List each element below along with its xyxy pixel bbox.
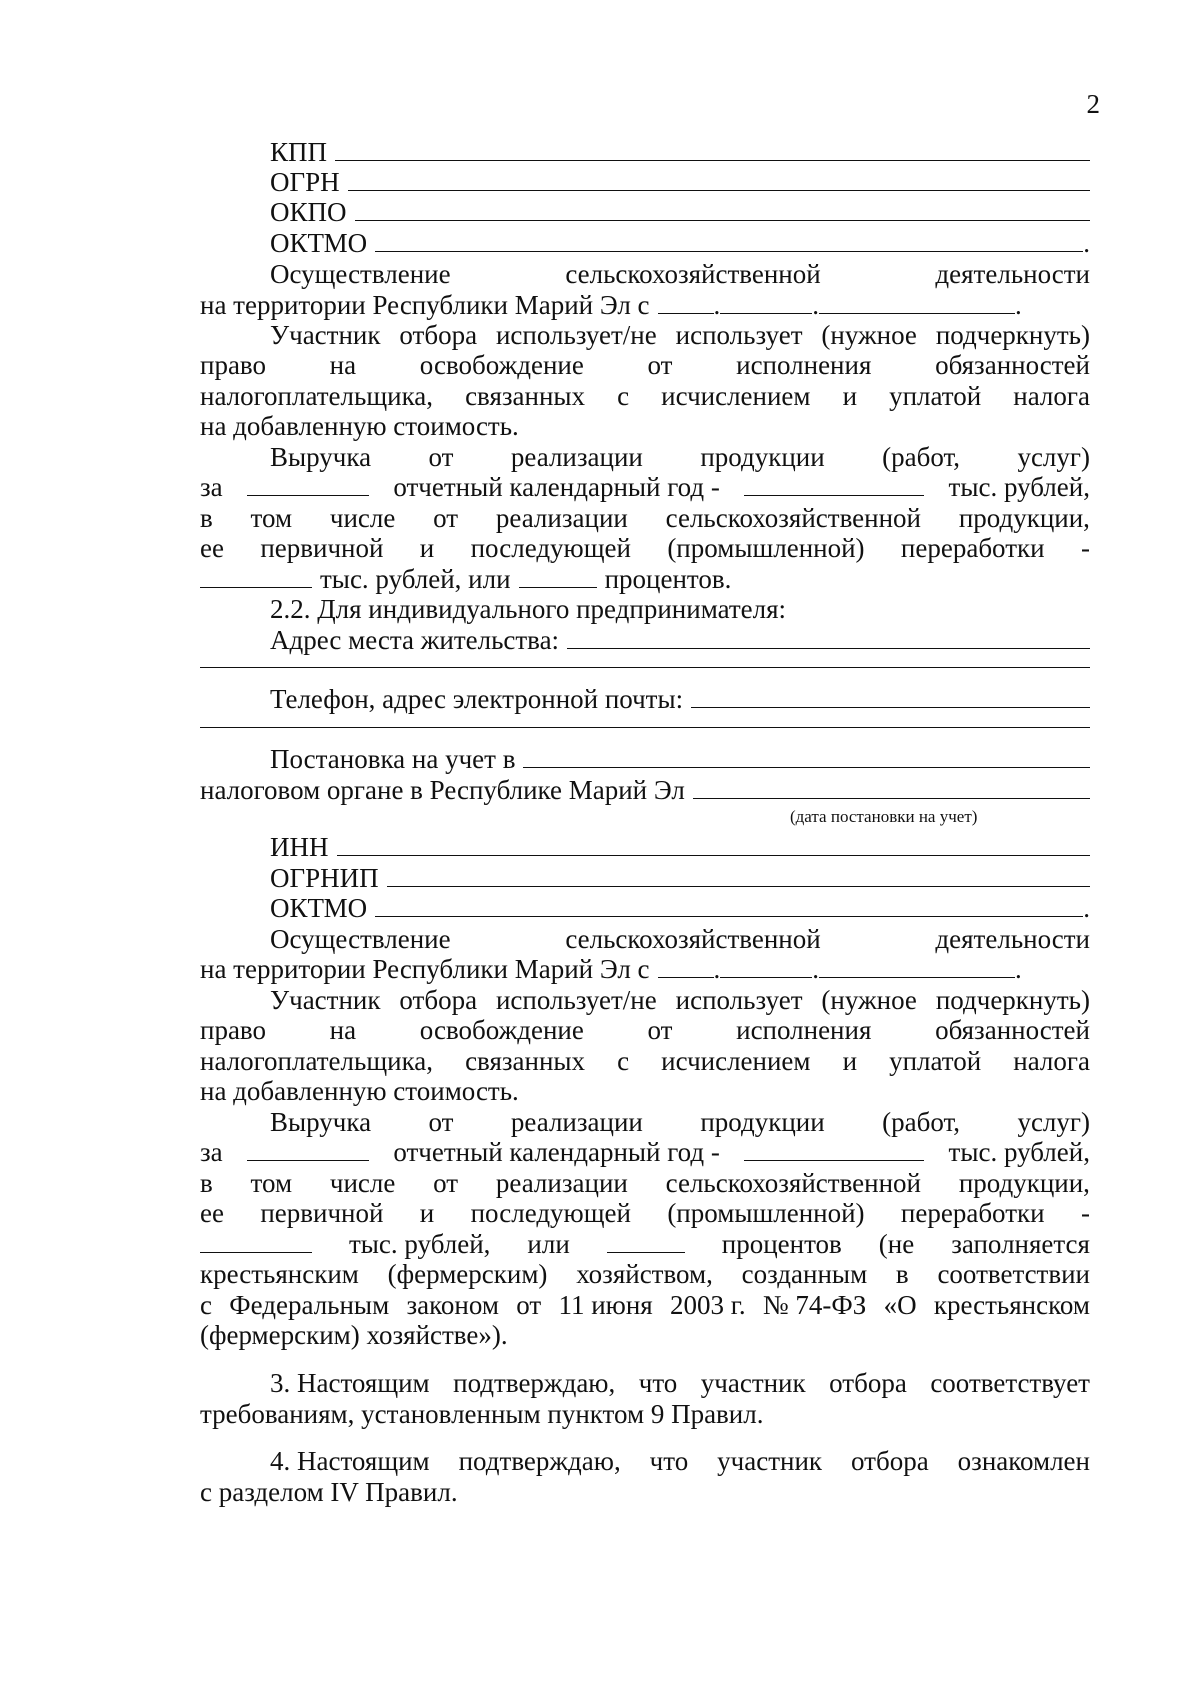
registration-date-caption: (дата постановки на учет) (790, 807, 978, 826)
clause-3-line (270, 1367, 1090, 1400)
oktmo-label: ОКТМО (270, 893, 368, 923)
date-month-field[interactable] (720, 953, 812, 978)
text-word: процентов. (604, 564, 732, 594)
text-word: Участник (270, 985, 381, 1015)
registration-date-input-line[interactable] (693, 774, 1090, 799)
percent-field[interactable] (519, 563, 597, 588)
contact-label: Телефон, адрес электронной почты: (270, 684, 684, 714)
text-word: Выручка (270, 442, 372, 472)
text-word: крестьянским (200, 1259, 359, 1289)
text-word: и (842, 381, 858, 411)
text-word: переработки (900, 533, 1045, 563)
vat-paragraph-line: на добавленную стоимость. (200, 411, 519, 441)
text-word: сельскохозяйственной (665, 503, 922, 533)
text-word: в (895, 1259, 909, 1289)
text-word: Выручка (270, 1107, 372, 1137)
text-word: последующей (470, 1198, 631, 1228)
contact-input-line-2[interactable] (200, 727, 1090, 728)
date-year-field[interactable] (819, 289, 1015, 314)
text-word: от (428, 1107, 454, 1137)
vat-paragraph-line (200, 349, 1090, 382)
ogrn-input-line[interactable] (348, 166, 1090, 191)
kpp-input-line[interactable] (335, 136, 1090, 161)
territory-label: на территории Республики Марий Эл с (200, 290, 650, 320)
revenue-paragraph-line (200, 1258, 1090, 1291)
text-word: сельскохозяйственной (665, 1168, 922, 1198)
address-label: Адрес места жительства: (270, 625, 560, 655)
ogrnip-input-line[interactable] (387, 862, 1090, 887)
text-word: исполнения (736, 1015, 872, 1045)
territory-date-line: на территории Республики Марий Эл с . . . (200, 954, 1022, 984)
text-word: соответствии (937, 1259, 1090, 1289)
year-field[interactable] (247, 471, 369, 496)
clause-4-line: с разделом IV Правил. (200, 1477, 458, 1507)
text-word: отбора (851, 1446, 929, 1476)
text-word: налога (1013, 381, 1090, 411)
vat-paragraph-line (270, 984, 1090, 1017)
date-day-field[interactable] (658, 289, 714, 314)
text-word: 11 июня (558, 1290, 653, 1320)
date-month-field[interactable] (720, 289, 812, 314)
text-word: процентов (721, 1229, 842, 1259)
text-word: числе (329, 1168, 396, 1198)
text-word: хозяйством, (576, 1259, 713, 1289)
text-word: числе (329, 503, 396, 533)
text-word: (нужное (821, 985, 917, 1015)
contact-field (270, 683, 1090, 716)
text-word: созданным (741, 1259, 868, 1289)
oktmo-label: ОКТМО (270, 228, 368, 258)
oktmo-input-line[interactable] (375, 227, 1083, 252)
text-word: или (527, 1229, 570, 1259)
vat-paragraph-line (270, 319, 1090, 352)
section-heading: 2.2. Для индивидуального предпринимателя: (270, 594, 787, 624)
revenue-paragraph-line (200, 502, 1090, 535)
text-word: законом (406, 1290, 499, 1320)
revenue-amount-field[interactable] (744, 471, 924, 496)
text-word: (фермерским) (387, 1259, 548, 1289)
page-number: 2 (1086, 89, 1100, 119)
percent-field[interactable] (607, 1228, 685, 1253)
activity-line (270, 923, 1090, 956)
text-word: отбора (399, 985, 478, 1015)
text-word: за (200, 1137, 223, 1167)
text-word: реализации (510, 442, 643, 472)
text-word: участник (700, 1368, 806, 1398)
text-word: «О (883, 1290, 917, 1320)
revenue-amount-field[interactable] (744, 1136, 924, 1161)
agri-revenue-field[interactable] (200, 563, 312, 588)
vat-paragraph-line (200, 1014, 1090, 1047)
text-word: 4. Настоящим (270, 1446, 430, 1476)
text-word: деятельности (935, 924, 1090, 954)
text-word: и (842, 1046, 858, 1076)
text-word: реализации (495, 1168, 628, 1198)
text-word: № 74-ФЗ (762, 1290, 867, 1320)
revenue-year-line (200, 1136, 1090, 1169)
address-input-line[interactable] (567, 624, 1090, 649)
text-word: с (617, 381, 630, 411)
ogrnip-label: ОГРНИП (270, 863, 379, 893)
text-word: (нужное (821, 320, 917, 350)
text-word: на (329, 350, 357, 380)
kpp-field (270, 136, 1090, 169)
okpo-label: ОКПО (270, 197, 347, 227)
territory-label: на территории Республики Марий Эл с (200, 954, 650, 984)
activity-line (270, 258, 1090, 291)
text-word: продукции (700, 1107, 825, 1137)
text-word: подчеркнуть) (935, 320, 1090, 350)
agri-revenue-field[interactable] (200, 1228, 312, 1253)
text-word: с (200, 1290, 212, 1320)
okpo-input-line[interactable] (355, 196, 1090, 221)
text-word: в (200, 1168, 213, 1198)
text-word: отчетный календарный год - (393, 1137, 720, 1167)
year-field[interactable] (247, 1136, 369, 1161)
text-word: на (329, 1015, 357, 1045)
address-field (270, 624, 1090, 657)
text-word: подтверждаю, (453, 1368, 616, 1398)
ogrn-field (270, 166, 1090, 199)
revenue-paragraph-line (200, 532, 1090, 565)
tax-authority-label: налоговом органе в Республике Марий Эл (200, 775, 685, 805)
text-word: и (419, 1198, 435, 1228)
text-word: исчислением (661, 381, 811, 411)
text-word: подчеркнуть) (935, 985, 1090, 1015)
text-word: соответствует (930, 1368, 1090, 1398)
text-word: - (1080, 533, 1090, 563)
inn-label: ИНН (270, 832, 329, 862)
registration-input-line[interactable] (523, 743, 1090, 768)
text-word: обязанностей (935, 350, 1090, 380)
text-word: использует (675, 320, 803, 350)
text-word: право (200, 350, 266, 380)
text-word: услуг) (1017, 442, 1090, 472)
text-word: исчислением (661, 1046, 811, 1076)
text-word: ее (200, 1198, 224, 1228)
text-word: от (433, 1168, 459, 1198)
text-word: с (617, 1046, 630, 1076)
revenue-paragraph-line (270, 1106, 1090, 1139)
text-word: первичной (260, 533, 384, 563)
text-word: сельскохозяйственной (565, 259, 821, 289)
revenue-paragraph-line (200, 1197, 1090, 1230)
text-word: (промышленной) (667, 1198, 865, 1228)
text-word: продукции (700, 442, 825, 472)
text-word: Осуществление (270, 259, 451, 289)
text-word: использует/не (495, 985, 657, 1015)
oktmo-field: ОКТМО . (270, 228, 1090, 258)
registration-label: Постановка на учет в (270, 744, 516, 774)
text-word: от (647, 350, 673, 380)
revenue-paragraph-line: (фермерским) хозяйстве»). (200, 1320, 508, 1350)
text-word: налога (1013, 1046, 1090, 1076)
okpo-field (270, 196, 1090, 229)
text-word: отбора (399, 320, 478, 350)
text-word: Федеральным (229, 1290, 390, 1320)
oktmo-input-line[interactable] (375, 892, 1083, 917)
text-word: (промышленной) (667, 533, 865, 563)
revenue-paragraph-line (270, 441, 1090, 474)
date-year-field[interactable] (819, 953, 1015, 978)
territory-date-line: на территории Республики Марий Эл с . . . (200, 290, 1022, 320)
text-word: связанных (465, 1046, 586, 1076)
text-word: - (1080, 1198, 1090, 1228)
text-word: (работ, (882, 1107, 961, 1137)
text-word: ее (200, 533, 224, 563)
text-word: 3. Настоящим (270, 1368, 430, 1398)
text-word: (не (878, 1229, 915, 1259)
tax-authority-field (200, 774, 1090, 807)
text-word: за (200, 472, 223, 502)
text-word: тыс. рублей, (348, 1229, 491, 1259)
text-word: том (250, 503, 293, 533)
text-word: освобождение (419, 350, 584, 380)
text-word: том (250, 1168, 293, 1198)
text-word: от (647, 1015, 673, 1045)
text-word: от (516, 1290, 542, 1320)
text-word: продукции, (958, 1168, 1090, 1198)
text-word: первичной (260, 1198, 384, 1228)
text-word: участник (717, 1446, 823, 1476)
text-word: что (649, 1446, 689, 1476)
text-word: исполнения (736, 350, 872, 380)
text-word: переработки (900, 1198, 1045, 1228)
text-word: использует (675, 985, 803, 1015)
revenue-share-line (200, 1228, 1090, 1261)
text-word: обязанностей (935, 1015, 1090, 1045)
ogrnip-field (270, 862, 1090, 895)
text-word: ознакомлен (957, 1446, 1090, 1476)
text-word: что (638, 1368, 678, 1398)
date-day-field[interactable] (658, 953, 714, 978)
text-word: крестьянском (933, 1290, 1090, 1320)
inn-field (270, 831, 1090, 864)
clause-3-line: требованиям, установленным пунктом 9 Правил. (200, 1399, 764, 1429)
text-word: в (200, 503, 213, 533)
revenue-paragraph-line (200, 1289, 1090, 1322)
text-word: уплатой (889, 1046, 982, 1076)
text-word: тыс. рублей, (948, 472, 1090, 502)
vat-paragraph-line (200, 380, 1090, 413)
text-word: Осуществление (270, 924, 451, 954)
text-word: отчетный календарный год - (393, 472, 720, 502)
text-word: тыс. рублей, (948, 1137, 1090, 1167)
revenue-share-line (200, 563, 1090, 596)
text-word: использует/не (495, 320, 657, 350)
text-word: от (428, 442, 454, 472)
text-word: отбора (829, 1368, 907, 1398)
text-word: от (433, 503, 459, 533)
text-word: реализации (495, 503, 628, 533)
text-word: сельскохозяйственной (565, 924, 821, 954)
ogrn-label: ОГРН (270, 167, 340, 197)
text-word: связанных (465, 381, 586, 411)
contact-input-line[interactable] (691, 683, 1090, 708)
clause-4-line (270, 1445, 1090, 1478)
text-word: заполняется (951, 1229, 1090, 1259)
vat-paragraph-line: на добавленную стоимость. (200, 1076, 519, 1106)
revenue-year-line (200, 471, 1090, 504)
revenue-paragraph-line (200, 1167, 1090, 1200)
text-word: налогоплательщика, (200, 1046, 434, 1076)
text-word: уплатой (889, 381, 982, 411)
text-word: последующей (470, 533, 631, 563)
kpp-label: КПП (270, 137, 328, 167)
inn-input-line[interactable] (337, 831, 1091, 856)
text-word: подтверждаю, (458, 1446, 621, 1476)
text-word: освобождение (419, 1015, 584, 1045)
text-word: налогоплательщика, (200, 381, 434, 411)
address-input-line-2[interactable] (200, 667, 1090, 668)
text-word: Участник (270, 320, 381, 350)
oktmo-field: ОКТМО . (270, 893, 1090, 923)
text-word: деятельности (935, 259, 1090, 289)
text-word: продукции, (958, 503, 1090, 533)
vat-paragraph-line (200, 1045, 1090, 1078)
text-word: (работ, (882, 442, 961, 472)
text-word: 2003 г. (670, 1290, 746, 1320)
text-word: услуг) (1017, 1107, 1090, 1137)
text-word: и (419, 533, 435, 563)
registration-field (270, 743, 1090, 776)
text-word: реализации (510, 1107, 643, 1137)
text-word: право (200, 1015, 266, 1045)
text-word: тыс. рублей, или (320, 564, 511, 594)
